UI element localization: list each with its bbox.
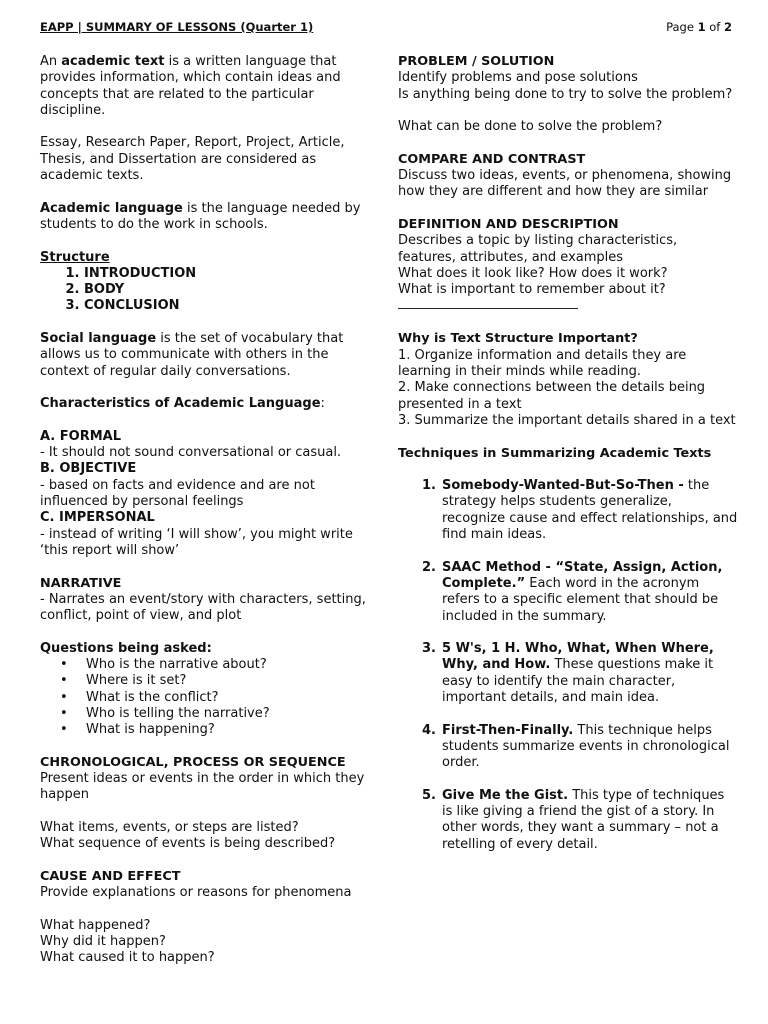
structure-list	[40, 266, 376, 315]
objective-text: - based on facts and evidence and are not influenced by personal feelings	[40, 477, 315, 510]
why-heading: Why is Text Structure Important?	[398, 331, 638, 347]
list-item: 2. BODY	[84, 282, 376, 298]
academic-language-definition: Academic language is the language needed by students to do the work in schools.	[40, 200, 361, 232]
left-column	[40, 54, 376, 967]
document-title: EAPP | SUMMARY OF LESSONS (Quarter 1)	[40, 20, 314, 34]
why-item: 1. Organize information and details they are learning in their minds while reading.	[398, 347, 687, 380]
questions-heading: Questions being asked:	[40, 640, 212, 656]
impersonal-text: - instead of writing ‘I will show’, you might write ‘this report will show’	[40, 526, 353, 558]
problem-solution-text: Is anything being done to try to solve the problem?	[398, 86, 733, 102]
questions-list	[40, 657, 376, 738]
social-language-definition: Social language is the set of vocabulary that allows us to communicate with others in the context of regular daily conversations.	[40, 331, 344, 379]
list-item: • What is happening?	[86, 722, 376, 738]
cause-effect-heading: CAUSE AND EFFECT	[40, 868, 181, 884]
why-item: 2. Make connections between the details being presented in a text	[398, 380, 706, 412]
item-number: 5.	[422, 787, 436, 803]
structure-heading: Structure	[40, 249, 110, 265]
section-divider	[398, 308, 578, 309]
narrative-heading: NARRATIVE	[40, 575, 122, 591]
list-item: 1. Somebody-Wanted-But-So-Then - the strategy helps students generalize, recognize cause and effect relationships, and find main ideas.	[398, 478, 738, 543]
item-number: 4.	[422, 722, 436, 738]
definition-description-heading: DEFINITION AND DESCRIPTION	[398, 216, 619, 232]
academic-text-definition: An academic text is a written language that provides information, which contain ideas and concepts that are related to the particular discipline.	[40, 54, 341, 118]
definition-description-text: Describes a topic by listing characteristics, features, attributes, and examples	[398, 233, 678, 265]
chronological-question: What sequence of events is being described?	[40, 836, 336, 852]
academic-text-examples: Essay, Research Paper, Report, Project, Article, Thesis, and Dissertation are considered as academic texts.	[40, 135, 345, 184]
cause-effect-question: What caused it to happen?	[40, 950, 215, 966]
chronological-text: Present ideas or events in the order in which they happen	[40, 771, 365, 803]
compare-contrast-text: Discuss two ideas, events, or phenomena, showing how they are different and how they are similar	[398, 168, 732, 200]
list-item: 3. 5 W's, 1 H. Who, What, When Where, Why, and How. These questions make it easy to identify the main character, important details, and main idea.	[398, 641, 738, 706]
page-indicator: Page 1 of 2	[666, 20, 732, 34]
problem-solution-text: Identify problems and pose solutions	[398, 70, 638, 86]
why-item: 3. Summarize the important details shared in a text	[398, 412, 736, 428]
impersonal-title: C. IMPERSONAL	[40, 510, 155, 526]
problem-solution-heading: PROBLEM / SOLUTION	[398, 54, 555, 69]
page-header	[40, 20, 732, 34]
list-item: 1. INTRODUCTION	[84, 266, 376, 282]
chronological-heading: CHRONOLOGICAL, PROCESS OR SEQUENCE	[40, 754, 346, 770]
list-item: • What is the conflict?	[86, 690, 376, 706]
definition-description-text: What is important to remember about it?	[398, 282, 666, 298]
formal-title: A. FORMAL	[40, 428, 121, 444]
definition-description-text: What does it look like? How does it work?	[398, 265, 668, 281]
list-item: 4. First-Then-Finally. This technique helps students summarize events in chronological order.	[398, 723, 738, 772]
list-item: 3. CONCLUSION	[84, 298, 376, 314]
list-item: 2. SAAC Method - “State, Assign, Action, Complete.” Each word in the acronym refers to a specific element that should be included in the summary.	[398, 560, 738, 625]
techniques-heading: Techniques in Summarizing Academic Texts	[398, 445, 712, 461]
item-number: 1.	[422, 478, 436, 494]
list-item: 5. Give Me the Gist. This type of techniques is like giving a friend the gist of a story. In other words, they want a summary – not a retelling of every detail.	[398, 788, 738, 853]
item-number: 2.	[422, 559, 436, 575]
list-item: • Who is telling the narrative?	[86, 706, 376, 722]
characteristics-heading: Characteristics of Academic Language:	[40, 396, 325, 412]
techniques-list	[398, 478, 738, 853]
formal-text: - It should not sound conversational or casual.	[40, 445, 342, 461]
narrative-text: - Narrates an event/story with characters, setting, conflict, point of view, and plot	[40, 591, 366, 624]
cause-effect-question: What happened?	[40, 917, 151, 933]
cause-effect-text: Provide explanations or reasons for phenomena	[40, 885, 352, 901]
list-item: • Where is it set?	[86, 673, 376, 689]
objective-title: B. OBJECTIVE	[40, 461, 137, 477]
chronological-question: What items, events, or steps are listed?	[40, 819, 299, 835]
compare-contrast-heading: COMPARE AND CONTRAST	[398, 151, 586, 167]
right-column	[398, 54, 738, 869]
problem-solution-question: What can be done to solve the problem?	[398, 119, 663, 135]
item-number: 3.	[422, 641, 436, 657]
cause-effect-question: Why did it happen?	[40, 934, 166, 950]
list-item: • Who is the narrative about?	[86, 657, 376, 673]
